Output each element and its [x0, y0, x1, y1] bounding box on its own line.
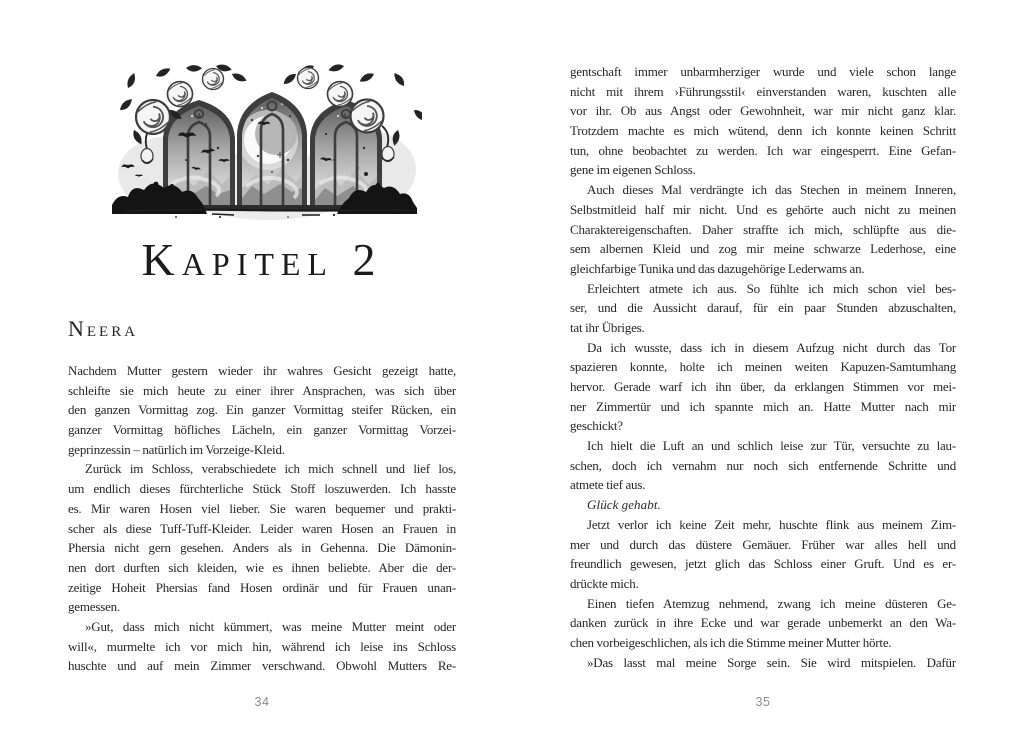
- text-line: ner Zimmertür und ich spannte mich an. Hatte Mutter nach mir: [570, 398, 956, 414]
- text-line: hervor. Gerade warf ich ihn über, da erklangen Stimmen vor mei-: [570, 379, 956, 394]
- text-line: freundlich gewesen, jetzt glich das Schloss einer Gruft. Und es er-: [570, 556, 956, 572]
- text-line: gleichfarbige Tunika und das dazugehörige Lederwams an.: [570, 260, 865, 276]
- text-line: ser, und die Aussicht darauf, für ein paar Stunden abzuschalten,: [570, 300, 956, 316]
- text-line: Jetzt verlor ich keine Zeit mehr, huschte flink aus meinem Zim-: [587, 516, 956, 532]
- text-line: geschickt?: [570, 418, 623, 434]
- text-line: schleifte sie mich heute zu einer ihrer Ansprachen, was sich über: [68, 382, 456, 398]
- text-line: huschte und auf mein Zimmer verschwand. Obwohl Mutters Re-: [68, 658, 456, 674]
- page-number-left: 34: [254, 695, 270, 709]
- page-number-right: 35: [755, 695, 771, 709]
- chapter-illustration: [112, 64, 422, 230]
- text-line: Auch dieses Mal verdrängte ich das Stechen in meinem Inneren,: [587, 182, 956, 198]
- text-line: tat ihr Übriges.: [570, 319, 645, 335]
- text-line: sem albernen Kleid und zog mir meine schwarze Lederhose, eine: [570, 241, 956, 257]
- text-line: will«, murmelte ich vor mich hin, während ich leise ins Schloss: [68, 638, 456, 654]
- text-line: »Das lasst mal meine Sorge sein. Sie wird mitspielen. Dafür: [587, 654, 956, 670]
- text-line: Nachdem Mutter gestern wieder ihr wahres Gesicht gezeigt hatte,: [68, 363, 456, 378]
- text-line: tun, ohne beobachtet zu werden. Ich war eingesperrt. Eine Gefan-: [570, 142, 956, 158]
- text-line: »Gut, dass mich nicht kümmert, was meine Mutter meint oder: [85, 618, 456, 634]
- text-line: schen, doch ich vernahm nur noch sich entfernende Schritte und: [570, 457, 956, 473]
- left-page: [68, 0, 456, 756]
- text-line: gentschaft immer unbarmherziger wurde und viele schon lange: [570, 64, 956, 79]
- text-line: gemessen.: [68, 599, 120, 615]
- text-line: vor ihr. Ob aus Angst oder Gewohnheit, war mir nicht ganz klar.: [570, 103, 956, 119]
- section-heading: Neera: [68, 316, 139, 341]
- text-line: chen vorbeigeschlichen, als ich die Stimme meiner Mutter hörte.: [570, 634, 892, 650]
- text-line: Charaktereigenschaften. Daher straffte ich mich, schlüpfte aus die-: [570, 221, 956, 237]
- text-line: Ich hielt die Luft an und schlich leise zur Tür, versuchte zu lau-: [587, 438, 956, 454]
- text-line: drückte mich.: [570, 575, 639, 591]
- left-page-body: [68, 361, 456, 676]
- text-line: atmete tief aus.: [570, 477, 646, 493]
- text-line: gene im eigenen Schloss.: [570, 162, 696, 178]
- text-line: den ganzen Vormittag zog. Ein ganzer Vormittag steifer Rücken, ein: [68, 402, 456, 418]
- text-line: es. Mir waren Hosen viel lieber. Sie waren bequemer und prakti-: [68, 500, 456, 516]
- text-line: Einen tiefen Atemzug nehmend, zwang ich meine düsteren Ge-: [587, 595, 956, 611]
- text-line: danken zurück in ihre Ecke und war gerade unbemerkt an den Wa-: [570, 615, 956, 631]
- text-line: um endlich dieses fürchterliche Stück Stoff loszuwerden. Ich hasste: [68, 481, 456, 497]
- text-line: zeitige Hoheit Phersias fand Hosen ordinär und für Frauen unan-: [68, 579, 456, 595]
- gothic-windows-vignette-icon: [112, 64, 422, 230]
- text-line: ganzer Vormittag höfliches Lächeln, ein ganzer Vormittag Vorzei-: [68, 422, 456, 438]
- text-line: geprinzessin – natürlich im Vorzeige-Kleid.: [68, 441, 285, 457]
- text-line: nicht mit ihrem ›Führungsstil‹ einverstanden waren, kuschten alle: [570, 83, 956, 99]
- text-line: mer und durch das düstere Gemäuer. Früher war alles hell und: [570, 536, 956, 552]
- text-line: scher als diese Tuff-Tuff-Kleider. Leider waren Hosen an Frauen in: [68, 520, 456, 536]
- text-line: Selbstmitleid half mir nicht. Und es gehörte auch nicht zu meinen: [570, 201, 956, 217]
- right-page-body: [570, 62, 956, 672]
- text-line: spazieren konnte, holte ich meinen weiten Kapuzen-Samtumhang: [570, 359, 956, 375]
- text-line: nen dort durften sich kleiden, wie es ihnen beliebte. Aber die der-: [68, 559, 456, 575]
- right-page: [570, 0, 956, 756]
- chapter-title: Kapitel 2: [141, 234, 383, 285]
- text-line: Phersia nicht gern gesehen. Anders als in Gehenna. Die Dämonin-: [68, 540, 456, 556]
- text-line: Zurück im Schloss, verabschiedete ich mich schnell und lief los,: [85, 461, 456, 477]
- text-line: Trotzdem machte es mich wütend, denn ich konnte keinen Schritt: [570, 123, 956, 139]
- text-line: Da ich wusste, dass ich in diesem Aufzug nicht durch das Tor: [587, 339, 956, 355]
- text-line: Erleichtert atmete ich aus. So fühlte ich mich schon viel bes-: [587, 280, 956, 296]
- text-line: Glück gehabt.: [587, 497, 661, 513]
